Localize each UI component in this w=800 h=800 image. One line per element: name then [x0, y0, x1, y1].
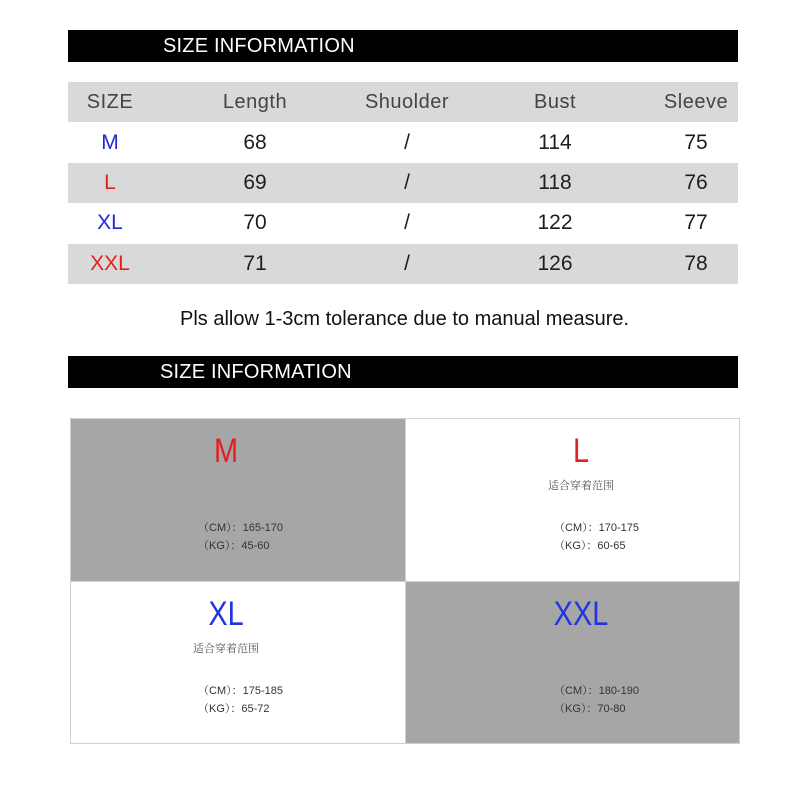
- weight-range: （KG）：45-60: [198, 540, 270, 552]
- bust-value: 126: [537, 251, 573, 275]
- size-label: XXL: [90, 251, 130, 275]
- weight-range: （KG）：65-72: [198, 703, 270, 715]
- header-size: SIZE: [86, 90, 134, 113]
- size-card-xxl: [406, 582, 739, 743]
- length-value: 69: [243, 170, 267, 194]
- height-range: （CM）：170-175: [554, 522, 639, 534]
- card-size-label: XL: [208, 595, 244, 633]
- card-size-label: L: [572, 432, 590, 470]
- shoulder-value: /: [404, 170, 410, 194]
- size-card-m: [71, 419, 405, 581]
- shoulder-value: /: [404, 211, 410, 235]
- sleeve-value: 76: [684, 170, 708, 194]
- card-dimensions: [554, 519, 639, 555]
- size-table: [68, 82, 738, 284]
- weight-range: （KG）：70-80: [554, 703, 626, 715]
- size-card-l: [406, 419, 739, 581]
- size-label: XL: [97, 211, 123, 235]
- header-length: Length: [222, 90, 288, 113]
- table-header-row: [68, 82, 738, 122]
- fit-range-label: 适合穿着范围: [193, 643, 259, 655]
- height-range: （CM）：165-170: [198, 522, 283, 534]
- bust-value: 118: [538, 170, 572, 194]
- table-row: [68, 203, 738, 243]
- header-sleeve: Sleeve: [663, 90, 729, 113]
- shoulder-value: /: [404, 130, 410, 154]
- size-card-xl: [71, 582, 405, 743]
- size-info-banner-top: [68, 30, 738, 62]
- bust-value: 114: [538, 130, 572, 154]
- height-range: （CM）：175-185: [198, 685, 283, 697]
- size-info-banner-bottom: [68, 356, 738, 388]
- size-card-grid: [70, 418, 740, 744]
- table-row: [68, 122, 738, 162]
- banner-title: SIZE INFORMATION: [163, 35, 355, 57]
- sleeve-value: 78: [684, 251, 708, 275]
- sleeve-value: 77: [684, 211, 708, 235]
- size-label: M: [101, 130, 119, 154]
- shoulder-value: /: [404, 251, 410, 275]
- size-label: L: [104, 170, 116, 194]
- card-dimensions: [198, 682, 283, 718]
- height-range: （CM）：180-190: [554, 685, 639, 697]
- tolerance-note: Pls allow 1-3cm tolerance due to manual measure.: [180, 308, 630, 330]
- header-shoulder: Shuolder: [364, 90, 450, 113]
- bust-value: 122: [537, 211, 573, 235]
- card-dimensions: [554, 682, 639, 718]
- card-dimensions: [198, 519, 283, 555]
- table-row: [68, 244, 738, 284]
- table-row: [68, 163, 738, 203]
- length-value: 68: [243, 130, 267, 154]
- card-size-label: XXL: [553, 595, 609, 633]
- length-value: 71: [243, 251, 267, 275]
- banner-title: SIZE INFORMATION: [160, 361, 352, 383]
- header-bust: Bust: [533, 90, 577, 113]
- card-size-label: M: [213, 432, 239, 470]
- fit-range-label: 适合穿着范围: [548, 480, 614, 492]
- sleeve-value: 75: [684, 130, 708, 154]
- weight-range: （KG）：60-65: [554, 540, 626, 552]
- length-value: 70: [243, 211, 267, 235]
